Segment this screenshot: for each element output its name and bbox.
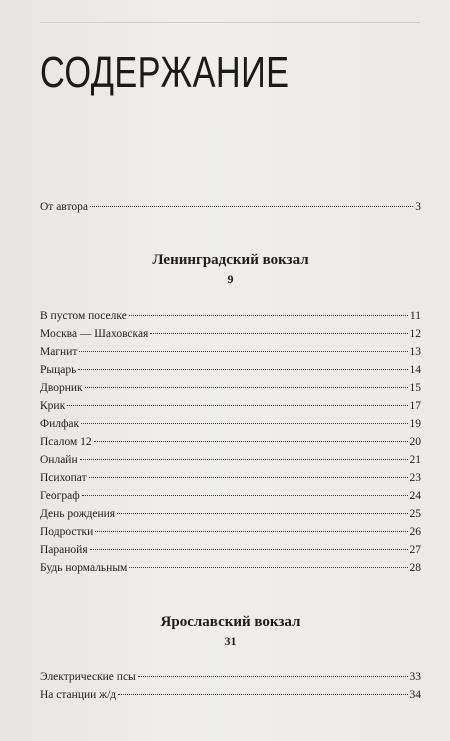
toc-entry-label: Москва — Шаховская — [40, 328, 149, 340]
page-title: СОДЕРЖАНИЕ — [40, 48, 290, 97]
dot-leader — [79, 351, 407, 352]
toc-entry-page: 34 — [409, 689, 421, 701]
toc-entry — [40, 489, 421, 504]
section-title: Ярославский вокзал — [160, 614, 301, 630]
toc-entry-intro — [40, 200, 421, 215]
toc-entry-label: Паранойя — [40, 544, 88, 556]
dot-leader — [85, 387, 408, 388]
toc-entry — [40, 471, 421, 486]
toc-entry-label: Филфак — [40, 418, 80, 430]
dot-leader — [95, 531, 407, 532]
toc-entry — [40, 435, 421, 450]
dot-leader — [150, 333, 407, 334]
dot-leader — [89, 477, 408, 478]
toc-entry — [40, 561, 421, 576]
toc-entry-page: 24 — [409, 490, 421, 502]
toc-entry-page: 21 — [409, 454, 421, 466]
dot-leader — [94, 441, 408, 442]
toc-entry — [40, 507, 421, 522]
dot-leader — [129, 567, 407, 568]
dot-leader — [80, 459, 408, 460]
toc-entry — [40, 399, 421, 414]
section-page-number: 31 — [224, 634, 237, 648]
toc-entry — [40, 381, 421, 396]
section-page-number: 9 — [227, 272, 234, 286]
toc-entry — [40, 345, 421, 360]
toc-entry-page: 27 — [409, 544, 421, 556]
toc-entry — [40, 327, 421, 342]
toc-entry — [40, 688, 421, 703]
toc-entry — [40, 363, 421, 378]
toc-entry-label: Электрические псы — [40, 671, 136, 683]
dot-leader — [118, 694, 407, 695]
toc-entry-page: 17 — [409, 400, 421, 412]
dot-leader — [90, 206, 413, 207]
toc-entry-label: Онлайн — [40, 454, 78, 466]
toc-entry-page: 25 — [409, 508, 421, 520]
toc-entry-page: 33 — [409, 671, 421, 683]
toc-entry-page: 11 — [409, 310, 421, 322]
dot-leader — [117, 513, 407, 514]
dot-leader — [138, 676, 408, 677]
dot-leader — [81, 423, 407, 424]
toc-entry — [40, 543, 421, 558]
toc-entry-label: Дворник — [40, 382, 83, 394]
toc-entry-page: 20 — [409, 436, 421, 448]
toc-entry-page: 3 — [415, 201, 421, 213]
toc-entry-label: Рыцарь — [40, 364, 77, 376]
toc-entry — [40, 309, 421, 324]
running-head-rule — [40, 8, 420, 23]
toc-entry-label: Крик — [40, 400, 66, 412]
toc-entry-page: 23 — [409, 472, 421, 484]
toc-entry-label: Подростки — [40, 526, 94, 538]
toc-entry — [40, 453, 421, 468]
toc-entry-label: В пустом поселке — [40, 310, 127, 322]
toc-entry — [40, 417, 421, 432]
toc-entry-page: 15 — [409, 382, 421, 394]
toc-entry — [40, 670, 421, 685]
toc-entry-page: 14 — [409, 364, 421, 376]
dot-leader — [90, 549, 408, 550]
toc-entry-page: 13 — [409, 346, 421, 358]
toc-entry-label: На станции ж/д — [40, 689, 117, 701]
dot-leader — [82, 495, 408, 496]
dot-leader — [78, 369, 407, 370]
toc-entry-label: Психопат — [40, 472, 87, 484]
toc-entry-label: Магнит — [40, 346, 78, 358]
toc-entry-label: Будь нормальным — [40, 562, 128, 574]
toc-entry-label: Псалом 12 — [40, 436, 92, 448]
toc-entry-page: 19 — [409, 418, 421, 430]
toc-entry-label: Географ — [40, 490, 80, 502]
dot-leader — [129, 315, 408, 316]
toc-entry-page: 28 — [409, 562, 421, 574]
toc-entry-label: От автора — [40, 201, 88, 213]
toc-entry-page: 26 — [409, 526, 421, 538]
section-title: Ленинградский вокзал — [152, 252, 309, 268]
toc-entry-page: 12 — [409, 328, 421, 340]
dot-leader — [67, 405, 407, 406]
toc-entry — [40, 525, 421, 540]
toc-entry-label: День рождения — [40, 508, 116, 520]
